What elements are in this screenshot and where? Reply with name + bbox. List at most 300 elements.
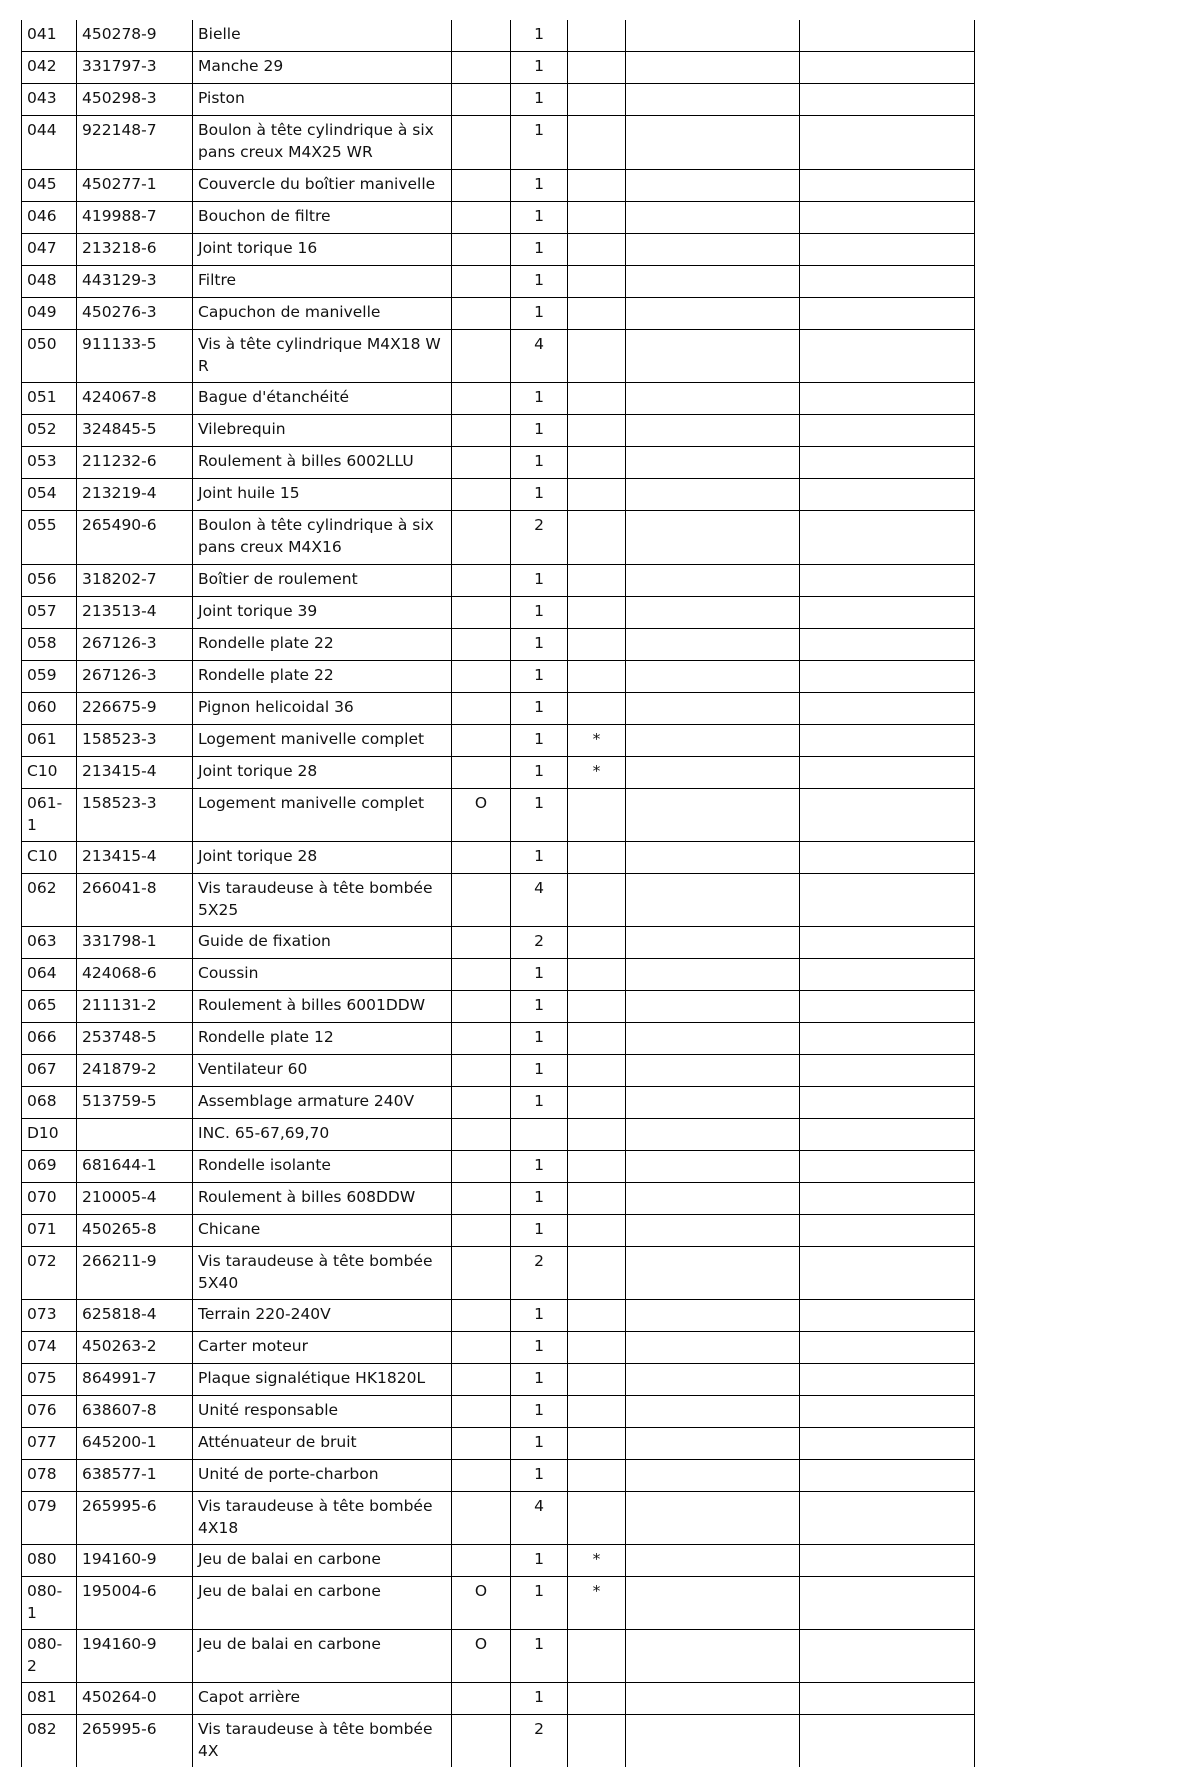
table-row <box>22 1055 975 1087</box>
description-cell: Chicane <box>193 1215 452 1247</box>
blank-column-cell <box>626 1023 800 1055</box>
blank-column-cell <box>800 20 975 52</box>
blank-column-cell <box>800 1396 975 1428</box>
description-cell: Assemblage armature 240V <box>193 1087 452 1119</box>
item-number-cell: 070 <box>22 1183 77 1215</box>
blank-column-cell <box>626 479 800 511</box>
part-number-cell: 450263-2 <box>77 1332 193 1364</box>
table-row <box>22 116 975 170</box>
description-cell: Joint torique 28 <box>193 757 452 789</box>
option-cell <box>452 1460 511 1492</box>
table-row <box>22 170 975 202</box>
description-cell: Jeu de balai en carbone <box>193 1577 452 1630</box>
item-number-cell: 055 <box>22 511 77 565</box>
quantity-cell: 1 <box>511 1215 568 1247</box>
option-cell <box>452 629 511 661</box>
quantity-cell: 1 <box>511 789 568 842</box>
note-cell <box>568 1023 626 1055</box>
quantity-cell: 1 <box>511 1630 568 1683</box>
blank-column-cell <box>626 842 800 874</box>
option-cell <box>452 1247 511 1300</box>
quantity-cell: 1 <box>511 1545 568 1577</box>
table-row <box>22 1247 975 1300</box>
blank-column-cell <box>800 1428 975 1460</box>
blank-column-cell <box>626 1630 800 1683</box>
blank-column-cell <box>800 52 975 84</box>
quantity-cell: 1 <box>511 447 568 479</box>
table-row <box>22 383 975 415</box>
blank-column-cell <box>626 170 800 202</box>
table-row <box>22 479 975 511</box>
note-cell <box>568 1151 626 1183</box>
blank-column-cell <box>626 629 800 661</box>
description-cell: Jeu de balai en carbone <box>193 1545 452 1577</box>
part-number-cell: 194160-9 <box>77 1630 193 1683</box>
quantity-cell: 4 <box>511 874 568 927</box>
description-cell: Logement manivelle complet <box>193 789 452 842</box>
blank-column-cell <box>626 116 800 170</box>
part-number-cell: 450265-8 <box>77 1215 193 1247</box>
part-number-cell: 213219-4 <box>77 479 193 511</box>
option-cell <box>452 1300 511 1332</box>
note-cell <box>568 789 626 842</box>
blank-column-cell <box>626 52 800 84</box>
item-number-cell: 058 <box>22 629 77 661</box>
blank-column-cell <box>800 1151 975 1183</box>
blank-column-cell <box>800 1023 975 1055</box>
blank-column-cell <box>626 202 800 234</box>
option-cell <box>452 757 511 789</box>
blank-column-cell <box>626 597 800 629</box>
table-row <box>22 1364 975 1396</box>
blank-column-cell <box>800 565 975 597</box>
item-number-cell: 074 <box>22 1332 77 1364</box>
description-cell: Joint torique 16 <box>193 234 452 266</box>
table-row <box>22 597 975 629</box>
item-number-cell: 064 <box>22 959 77 991</box>
description-cell: Piston <box>193 84 452 116</box>
table-row <box>22 52 975 84</box>
note-cell <box>568 565 626 597</box>
blank-column-cell <box>626 725 800 757</box>
quantity-cell: 2 <box>511 1715 568 1767</box>
option-cell <box>452 1332 511 1364</box>
description-cell: Logement manivelle complet <box>193 725 452 757</box>
part-number-cell: 513759-5 <box>77 1087 193 1119</box>
note-cell <box>568 84 626 116</box>
blank-column-cell <box>800 511 975 565</box>
option-cell <box>452 383 511 415</box>
quantity-cell: 1 <box>511 1055 568 1087</box>
note-cell <box>568 1087 626 1119</box>
description-cell: Roulement à billes 6002LLU <box>193 447 452 479</box>
table-row <box>22 84 975 116</box>
table-row <box>22 789 975 842</box>
blank-column-cell <box>626 874 800 927</box>
table-row <box>22 20 975 52</box>
description-cell: Bague d'étanchéité <box>193 383 452 415</box>
blank-column-cell <box>626 511 800 565</box>
option-cell <box>452 52 511 84</box>
blank-column-cell <box>800 1460 975 1492</box>
note-cell <box>568 20 626 52</box>
blank-column-cell <box>800 1087 975 1119</box>
note-cell <box>568 1683 626 1715</box>
item-number-cell: 052 <box>22 415 77 447</box>
item-number-cell: 072 <box>22 1247 77 1300</box>
item-number-cell: 071 <box>22 1215 77 1247</box>
note-cell <box>568 234 626 266</box>
option-cell <box>452 959 511 991</box>
part-number-cell <box>77 1119 193 1151</box>
note-cell <box>568 298 626 330</box>
blank-column-cell <box>626 927 800 959</box>
note-cell <box>568 52 626 84</box>
blank-column-cell <box>626 1364 800 1396</box>
part-number-cell: 211232-6 <box>77 447 193 479</box>
blank-column-cell <box>626 661 800 693</box>
option-cell: O <box>452 1577 511 1630</box>
blank-column-cell <box>800 1545 975 1577</box>
note-cell <box>568 661 626 693</box>
part-number-cell: 195004-6 <box>77 1577 193 1630</box>
description-cell: Carter moteur <box>193 1332 452 1364</box>
option-cell <box>452 927 511 959</box>
option-cell <box>452 1683 511 1715</box>
quantity-cell: 1 <box>511 565 568 597</box>
quantity-cell: 1 <box>511 757 568 789</box>
quantity-cell: 1 <box>511 1460 568 1492</box>
part-number-cell: 638577-1 <box>77 1460 193 1492</box>
table-row <box>22 1577 975 1630</box>
part-number-cell: 267126-3 <box>77 661 193 693</box>
quantity-cell: 1 <box>511 1332 568 1364</box>
table-row <box>22 1460 975 1492</box>
part-number-cell: 213415-4 <box>77 757 193 789</box>
note-cell <box>568 959 626 991</box>
table-row <box>22 511 975 565</box>
blank-column-cell <box>800 202 975 234</box>
item-number-cell: 044 <box>22 116 77 170</box>
item-number-cell: 043 <box>22 84 77 116</box>
blank-column-cell <box>800 1055 975 1087</box>
blank-column-cell <box>800 298 975 330</box>
description-cell: Vis taraudeuse à tête bombée 4X <box>193 1715 452 1767</box>
quantity-cell: 1 <box>511 1087 568 1119</box>
option-cell <box>452 202 511 234</box>
blank-column-cell <box>626 1247 800 1300</box>
item-number-cell: 041 <box>22 20 77 52</box>
description-cell: INC. 65-67,69,70 <box>193 1119 452 1151</box>
blank-column-cell <box>800 1577 975 1630</box>
blank-column-cell <box>800 789 975 842</box>
option-cell <box>452 693 511 725</box>
table-row <box>22 1492 975 1545</box>
item-number-cell: 080-2 <box>22 1630 77 1683</box>
part-number-cell: 443129-3 <box>77 266 193 298</box>
option-cell <box>452 1428 511 1460</box>
quantity-cell: 1 <box>511 1023 568 1055</box>
item-number-cell: 051 <box>22 383 77 415</box>
table-row <box>22 1683 975 1715</box>
table-row <box>22 1545 975 1577</box>
item-number-cell: D10 <box>22 1119 77 1151</box>
item-number-cell: 057 <box>22 597 77 629</box>
note-cell <box>568 511 626 565</box>
item-number-cell: 073 <box>22 1300 77 1332</box>
option-cell <box>452 298 511 330</box>
note-cell: * <box>568 725 626 757</box>
option-cell <box>452 20 511 52</box>
quantity-cell: 1 <box>511 1183 568 1215</box>
table-row <box>22 1151 975 1183</box>
quantity-cell: 1 <box>511 84 568 116</box>
table-row <box>22 447 975 479</box>
blank-column-cell <box>626 1715 800 1767</box>
table-row <box>22 693 975 725</box>
table-row <box>22 991 975 1023</box>
option-cell <box>452 1715 511 1767</box>
quantity-cell: 1 <box>511 1683 568 1715</box>
blank-column-cell <box>800 170 975 202</box>
part-number-cell: 213218-6 <box>77 234 193 266</box>
part-number-cell: 645200-1 <box>77 1428 193 1460</box>
quantity-cell: 1 <box>511 20 568 52</box>
note-cell: * <box>568 1577 626 1630</box>
part-number-cell: 424068-6 <box>77 959 193 991</box>
note-cell <box>568 1460 626 1492</box>
blank-column-cell <box>800 927 975 959</box>
blank-column-cell <box>626 447 800 479</box>
description-cell: Rondelle plate 12 <box>193 1023 452 1055</box>
quantity-cell: 1 <box>511 1396 568 1428</box>
blank-column-cell <box>626 20 800 52</box>
item-number-cell: 082 <box>22 1715 77 1767</box>
description-cell: Manche 29 <box>193 52 452 84</box>
part-number-cell: 265995-6 <box>77 1715 193 1767</box>
quantity-cell: 1 <box>511 415 568 447</box>
table-row <box>22 266 975 298</box>
part-number-cell: 226675-9 <box>77 693 193 725</box>
quantity-cell: 1 <box>511 1364 568 1396</box>
part-number-cell: 324845-5 <box>77 415 193 447</box>
option-cell <box>452 1492 511 1545</box>
table-row <box>22 1119 975 1151</box>
description-cell: Ventilateur 60 <box>193 1055 452 1087</box>
blank-column-cell <box>800 842 975 874</box>
item-number-cell: 077 <box>22 1428 77 1460</box>
blank-column-cell <box>800 1715 975 1767</box>
part-number-cell: 266041-8 <box>77 874 193 927</box>
note-cell <box>568 1183 626 1215</box>
blank-column-cell <box>800 1630 975 1683</box>
note-cell <box>568 1215 626 1247</box>
table-row <box>22 629 975 661</box>
blank-column-cell <box>626 1183 800 1215</box>
blank-column-cell <box>626 1396 800 1428</box>
part-number-cell: 450276-3 <box>77 298 193 330</box>
option-cell <box>452 1119 511 1151</box>
quantity-cell: 1 <box>511 1300 568 1332</box>
item-number-cell: 048 <box>22 266 77 298</box>
part-number-cell: 211131-2 <box>77 991 193 1023</box>
table-row <box>22 874 975 927</box>
note-cell <box>568 116 626 170</box>
quantity-cell: 1 <box>511 202 568 234</box>
blank-column-cell <box>626 1332 800 1364</box>
quantity-cell: 2 <box>511 511 568 565</box>
table-row <box>22 1715 975 1767</box>
note-cell <box>568 383 626 415</box>
description-cell: Boulon à tête cylindrique à six pans creux M4X25 WR <box>193 116 452 170</box>
note-cell <box>568 1492 626 1545</box>
blank-column-cell <box>626 84 800 116</box>
quantity-cell: 1 <box>511 52 568 84</box>
item-number-cell: C10 <box>22 842 77 874</box>
description-cell: Rondelle plate 22 <box>193 661 452 693</box>
blank-column-cell <box>800 266 975 298</box>
item-number-cell: 050 <box>22 330 77 383</box>
table-row <box>22 661 975 693</box>
item-number-cell: 067 <box>22 1055 77 1087</box>
quantity-cell <box>511 1119 568 1151</box>
option-cell <box>452 415 511 447</box>
blank-column-cell <box>800 959 975 991</box>
option-cell <box>452 511 511 565</box>
blank-column-cell <box>626 1300 800 1332</box>
note-cell <box>568 693 626 725</box>
blank-column-cell <box>626 1215 800 1247</box>
blank-column-cell <box>626 959 800 991</box>
table-row <box>22 725 975 757</box>
blank-column-cell <box>800 1215 975 1247</box>
blank-column-cell <box>626 1151 800 1183</box>
part-number-cell: 265490-6 <box>77 511 193 565</box>
description-cell: Roulement à billes 6001DDW <box>193 991 452 1023</box>
option-cell <box>452 725 511 757</box>
part-number-cell: 194160-9 <box>77 1545 193 1577</box>
description-cell: Joint torique 39 <box>193 597 452 629</box>
part-number-cell: 424067-8 <box>77 383 193 415</box>
quantity-cell: 1 <box>511 298 568 330</box>
option-cell <box>452 661 511 693</box>
part-number-cell: 331798-1 <box>77 927 193 959</box>
part-number-cell: 450278-9 <box>77 20 193 52</box>
quantity-cell: 1 <box>511 479 568 511</box>
table-row <box>22 1428 975 1460</box>
blank-column-cell <box>800 1119 975 1151</box>
table-row <box>22 202 975 234</box>
description-cell: Couvercle du boîtier manivelle <box>193 170 452 202</box>
item-number-cell: 080 <box>22 1545 77 1577</box>
table-row <box>22 927 975 959</box>
blank-column-cell <box>800 597 975 629</box>
note-cell <box>568 479 626 511</box>
part-number-cell: 450264-0 <box>77 1683 193 1715</box>
blank-column-cell <box>626 1577 800 1630</box>
part-number-cell: 318202-7 <box>77 565 193 597</box>
option-cell <box>452 842 511 874</box>
table-row <box>22 842 975 874</box>
quantity-cell: 2 <box>511 927 568 959</box>
item-number-cell: 065 <box>22 991 77 1023</box>
option-cell <box>452 170 511 202</box>
part-number-cell: 450298-3 <box>77 84 193 116</box>
part-number-cell: 625818-4 <box>77 1300 193 1332</box>
item-number-cell: 054 <box>22 479 77 511</box>
note-cell: * <box>568 1545 626 1577</box>
blank-column-cell <box>800 991 975 1023</box>
description-cell: Boulon à tête cylindrique à six pans creux M4X16 <box>193 511 452 565</box>
description-cell: Plaque signalétique HK1820L <box>193 1364 452 1396</box>
part-number-cell: 911133-5 <box>77 330 193 383</box>
parts-table-body <box>22 20 975 1767</box>
part-number-cell: 158523-3 <box>77 789 193 842</box>
quantity-cell: 1 <box>511 725 568 757</box>
description-cell: Unité de porte-charbon <box>193 1460 452 1492</box>
option-cell <box>452 597 511 629</box>
item-number-cell: 069 <box>22 1151 77 1183</box>
note-cell <box>568 266 626 298</box>
quantity-cell: 1 <box>511 170 568 202</box>
note-cell <box>568 1396 626 1428</box>
description-cell: Bielle <box>193 20 452 52</box>
option-cell: O <box>452 789 511 842</box>
option-cell <box>452 116 511 170</box>
part-number-cell: 213415-4 <box>77 842 193 874</box>
description-cell: Joint huile 15 <box>193 479 452 511</box>
option-cell <box>452 1215 511 1247</box>
blank-column-cell <box>626 757 800 789</box>
part-number-cell: 638607-8 <box>77 1396 193 1428</box>
blank-column-cell <box>626 1119 800 1151</box>
blank-column-cell <box>626 1055 800 1087</box>
parts-list-page <box>21 20 975 1767</box>
note-cell <box>568 1300 626 1332</box>
description-cell: Atténuateur de bruit <box>193 1428 452 1460</box>
note-cell <box>568 874 626 927</box>
item-number-cell: 060 <box>22 693 77 725</box>
blank-column-cell <box>800 415 975 447</box>
table-row <box>22 1183 975 1215</box>
note-cell <box>568 330 626 383</box>
option-cell <box>452 266 511 298</box>
option-cell <box>452 447 511 479</box>
part-number-cell: 450277-1 <box>77 170 193 202</box>
blank-column-cell <box>800 330 975 383</box>
item-number-cell: 053 <box>22 447 77 479</box>
blank-column-cell <box>626 1460 800 1492</box>
blank-column-cell <box>626 266 800 298</box>
description-cell: Terrain 220-240V <box>193 1300 452 1332</box>
option-cell <box>452 1364 511 1396</box>
note-cell <box>568 927 626 959</box>
blank-column-cell <box>800 84 975 116</box>
item-number-cell: 049 <box>22 298 77 330</box>
note-cell <box>568 202 626 234</box>
item-number-cell: 076 <box>22 1396 77 1428</box>
description-cell: Rondelle plate 22 <box>193 629 452 661</box>
option-cell <box>452 1023 511 1055</box>
note-cell <box>568 415 626 447</box>
quantity-cell: 1 <box>511 1577 568 1630</box>
table-row <box>22 234 975 266</box>
quantity-cell: 2 <box>511 1247 568 1300</box>
quantity-cell: 1 <box>511 693 568 725</box>
blank-column-cell <box>626 330 800 383</box>
quantity-cell: 1 <box>511 383 568 415</box>
note-cell <box>568 629 626 661</box>
